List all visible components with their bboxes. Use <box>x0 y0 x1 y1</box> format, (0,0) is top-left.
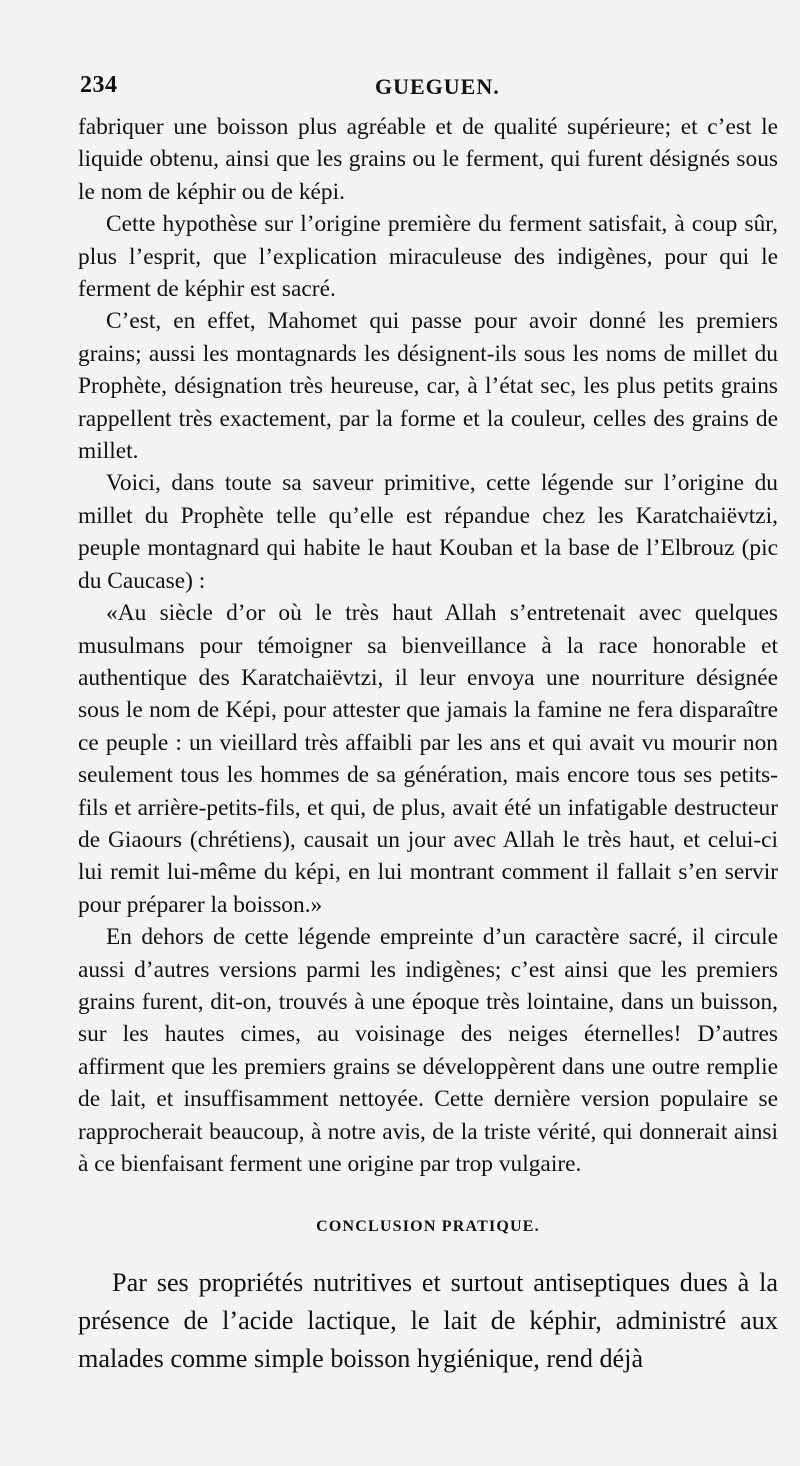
paragraph-conclusion: Par ses propriétés nutritives et surtout antiseptiques dues à la présence de l’acide lactique, le lait de képhir, administré aux malades comme simple boisson hygiénique, rend déjà <box>78 1268 778 1374</box>
paragraph-hypothesis: Cette hypothèse sur l’origine première du ferment satisfait, à coup sûr, plus l’esprit, que l’explication miraculeuse des indigènes, pour qui le ferment de képhir est sacré. <box>78 211 778 303</box>
running-head: GUEGUEN. <box>375 74 500 99</box>
paragraph-continued: fabriquer une boisson plus agréable et de qualité supérieure; et c’est le liquide obtenu, ainsi que les grains ou le ferment, qui furent désignés sous le nom de képhir ou de képi. <box>78 114 778 205</box>
paragraph-other-versions: En dehors de cette légende empreinte d’un caractère sacré, il circule aussi d’autres versions parmi les indigènes; c’est ainsi que les premiers grains furent, dit-on, trouvés à une époque très lointaine, dans un buisson, sur les hautes cimes, au voisinage des neiges éternelles! D’autres affirment que les premiers grains se développèrent dans une outre remplie de lait, et insuffisamment nettoyée. Cette dernière version populaire se rapprocherait beaucoup, à notre avis, de la triste vérité, qui donnerait ainsi à ce bienfaisant ferment une origine par trop vulgaire. <box>78 924 778 1177</box>
page-header <box>80 72 780 106</box>
paragraph-legend-quote: «Au siècle d’or où le très haut Allah s’entretenait avec quelques musulmans pour témoigner sa bienveillance à la race honorable et authentique des Karatchaiëvtzi, il leur envoya une nourriture désignée sous le nom de Képi, pour attester que jamais la famine ne fera disparaître ce peuple : un vieillard très affaibli par les ans et qui avait vu mourir non seulement tous les hommes de sa génération, mais encore tous ses petits-fils et arrière-petits-fils, et qui, de plus, avait été un infatigable destructeur de Giaours (chrétiens), causait un jour avec Allah le très haut, et celui-ci lui remit lui-même du képi, en lui montrant comment il fallait s’en servir pour préparer la boisson.» <box>78 600 778 918</box>
paragraph-mahomet: C’est, en effet, Mahomet qui passe pour avoir donné les premiers grains; aussi les montagnards les désignent-ils sous les noms de millet du Prophète, désignation très heureuse, car, à l’état sec, les plus petits grains rappellent très exactement, par la forme et la couleur, celles des grains de millet. <box>78 308 778 465</box>
paragraph-legend-intro: Voici, dans toute sa saveur primitive, cette légende sur l’origine du millet du Prophète telle qu’elle est répandue chez les Karatchaiëvtzi, peuple montagnard qui habite le haut Kouban et la base de l’Elbrouz (pic du Caucase) : <box>78 470 778 594</box>
page-body <box>78 111 778 1378</box>
page-number: 234 <box>80 72 118 98</box>
section-heading: CONCLUSION PRATIQUE. <box>316 1218 540 1236</box>
